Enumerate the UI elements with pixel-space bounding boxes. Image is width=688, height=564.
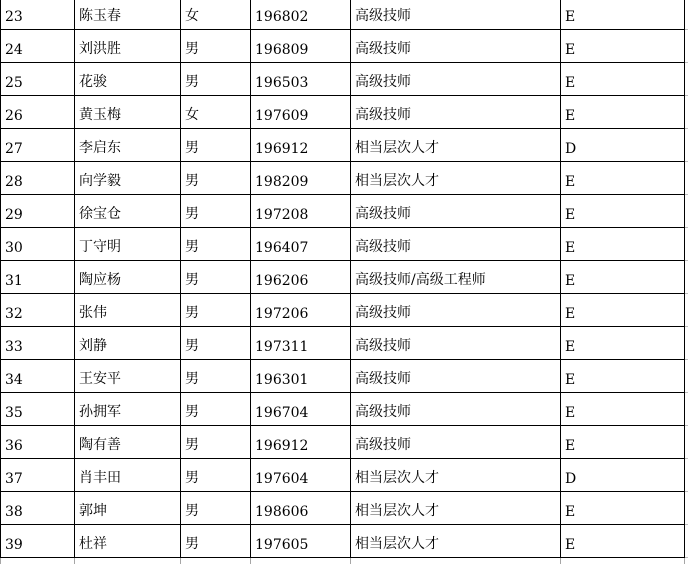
cell-gender[interactable]: 男 bbox=[181, 162, 251, 195]
cell-row-number[interactable]: 29 bbox=[0, 195, 75, 228]
cell-title[interactable]: 高级技师 bbox=[351, 63, 561, 96]
cell-title[interactable]: 高级技师 bbox=[351, 393, 561, 426]
cell-grade[interactable]: E bbox=[561, 294, 685, 327]
cell-row-number[interactable]: 28 bbox=[0, 162, 75, 195]
cell-birthdate[interactable]: 196301 bbox=[251, 360, 351, 393]
cell-name[interactable]: 郭坤 bbox=[75, 492, 181, 525]
table-row bbox=[0, 129, 688, 162]
cell-title[interactable]: 高级技师/高级工程师 bbox=[351, 261, 561, 294]
table-row bbox=[0, 228, 688, 261]
cell-name[interactable]: 陶有善 bbox=[75, 426, 181, 459]
cell-gender[interactable]: 男 bbox=[181, 459, 251, 492]
cell-name[interactable]: 向学毅 bbox=[75, 162, 181, 195]
partial-cell[interactable] bbox=[181, 558, 251, 564]
cell-gender[interactable]: 男 bbox=[181, 525, 251, 558]
cell-row-number[interactable]: 39 bbox=[0, 525, 75, 558]
cell-grade[interactable]: E bbox=[561, 261, 685, 294]
table-row bbox=[0, 294, 688, 327]
table-row bbox=[0, 525, 688, 558]
cell-gender[interactable]: 男 bbox=[181, 30, 251, 63]
cell-title[interactable]: 相当层次人才 bbox=[351, 492, 561, 525]
cell-row-number[interactable]: 27 bbox=[0, 129, 75, 162]
cell-gender[interactable]: 男 bbox=[181, 228, 251, 261]
table-row bbox=[0, 195, 688, 228]
cell-name[interactable]: 肖丰田 bbox=[75, 459, 181, 492]
cell-gender[interactable]: 男 bbox=[181, 63, 251, 96]
cell-birthdate[interactable]: 196704 bbox=[251, 393, 351, 426]
cell-birthdate[interactable]: 198209 bbox=[251, 162, 351, 195]
table-row bbox=[0, 63, 688, 96]
cell-gender[interactable]: 男 bbox=[181, 327, 251, 360]
cell-name[interactable]: 丁守明 bbox=[75, 228, 181, 261]
cell-grade[interactable]: E bbox=[561, 0, 685, 30]
cell-row-number[interactable]: 37 bbox=[0, 459, 75, 492]
cell-gender[interactable]: 男 bbox=[181, 129, 251, 162]
cell-title[interactable]: 相当层次人才 bbox=[351, 129, 561, 162]
cell-title[interactable]: 高级技师 bbox=[351, 30, 561, 63]
table-row bbox=[0, 360, 688, 393]
partial-cell[interactable] bbox=[251, 558, 351, 564]
cell-name[interactable]: 刘静 bbox=[75, 327, 181, 360]
cell-title[interactable]: 高级技师 bbox=[351, 360, 561, 393]
cell-grade[interactable]: E bbox=[561, 492, 685, 525]
partial-next-row bbox=[0, 558, 688, 564]
cell-grade[interactable]: E bbox=[561, 63, 685, 96]
partial-cell[interactable] bbox=[0, 558, 75, 564]
cell-grade[interactable]: D bbox=[561, 129, 685, 162]
cell-title[interactable]: 相当层次人才 bbox=[351, 459, 561, 492]
cell-title[interactable]: 高级技师 bbox=[351, 0, 561, 30]
table-row bbox=[0, 261, 688, 294]
cell-title[interactable]: 高级技师 bbox=[351, 228, 561, 261]
cell-name[interactable]: 陈玉春 bbox=[75, 0, 181, 30]
cell-row-number[interactable]: 32 bbox=[0, 294, 75, 327]
cell-birthdate[interactable]: 196206 bbox=[251, 261, 351, 294]
partial-cell[interactable] bbox=[561, 558, 685, 564]
cell-gender[interactable]: 女 bbox=[181, 0, 251, 30]
cell-row-number[interactable]: 31 bbox=[0, 261, 75, 294]
table-row bbox=[0, 327, 688, 360]
cell-gender[interactable]: 男 bbox=[181, 360, 251, 393]
cell-row-number[interactable]: 30 bbox=[0, 228, 75, 261]
cell-name[interactable]: 李启东 bbox=[75, 129, 181, 162]
cell-name[interactable]: 孙拥军 bbox=[75, 393, 181, 426]
partial-cell[interactable] bbox=[75, 558, 181, 564]
partial-cell[interactable] bbox=[351, 558, 561, 564]
cell-gender[interactable]: 女 bbox=[181, 96, 251, 129]
cell-grade[interactable]: E bbox=[561, 162, 685, 195]
cell-grade[interactable]: E bbox=[561, 30, 685, 63]
cell-name[interactable]: 黄玉梅 bbox=[75, 96, 181, 129]
cell-birthdate[interactable]: 196809 bbox=[251, 30, 351, 63]
cell-grade[interactable]: E bbox=[561, 228, 685, 261]
cell-name[interactable]: 花骏 bbox=[75, 63, 181, 96]
cell-grade[interactable]: E bbox=[561, 525, 685, 558]
cell-gender[interactable]: 男 bbox=[181, 195, 251, 228]
cell-title[interactable]: 相当层次人才 bbox=[351, 525, 561, 558]
cell-title[interactable]: 高级技师 bbox=[351, 426, 561, 459]
cell-row-number[interactable]: 34 bbox=[0, 360, 75, 393]
table-row bbox=[0, 492, 688, 525]
cell-grade[interactable]: E bbox=[561, 360, 685, 393]
cell-gender[interactable]: 男 bbox=[181, 294, 251, 327]
cell-title[interactable]: 相当层次人才 bbox=[351, 162, 561, 195]
cell-birthdate[interactable]: 197605 bbox=[251, 525, 351, 558]
cell-gender[interactable]: 男 bbox=[181, 393, 251, 426]
cell-title[interactable]: 高级技师 bbox=[351, 294, 561, 327]
cell-title[interactable]: 高级技师 bbox=[351, 195, 561, 228]
cell-name[interactable]: 张伟 bbox=[75, 294, 181, 327]
cell-row-number[interactable]: 36 bbox=[0, 426, 75, 459]
cell-birthdate[interactable]: 196912 bbox=[251, 129, 351, 162]
cell-birthdate[interactable]: 196912 bbox=[251, 426, 351, 459]
cell-birthdate[interactable]: 196503 bbox=[251, 63, 351, 96]
cell-birthdate[interactable]: 196802 bbox=[251, 0, 351, 30]
cell-row-number[interactable]: 33 bbox=[0, 327, 75, 360]
cell-row-number[interactable]: 35 bbox=[0, 393, 75, 426]
cell-row-number[interactable]: 26 bbox=[0, 96, 75, 129]
cell-row-number[interactable]: 25 bbox=[0, 63, 75, 96]
table-row bbox=[0, 162, 688, 195]
table-row bbox=[0, 426, 688, 459]
cell-title[interactable]: 高级技师 bbox=[351, 96, 561, 129]
table-row bbox=[0, 96, 688, 129]
cell-name[interactable]: 王安平 bbox=[75, 360, 181, 393]
cell-gender[interactable]: 男 bbox=[181, 426, 251, 459]
cell-row-number[interactable]: 24 bbox=[0, 30, 75, 63]
cell-birthdate[interactable]: 197604 bbox=[251, 459, 351, 492]
cell-name[interactable]: 刘洪胜 bbox=[75, 30, 181, 63]
cell-birthdate[interactable]: 197609 bbox=[251, 96, 351, 129]
cell-grade[interactable]: E bbox=[561, 327, 685, 360]
cell-grade[interactable]: E bbox=[561, 96, 685, 129]
cell-grade[interactable]: E bbox=[561, 426, 685, 459]
table-row bbox=[0, 393, 688, 426]
cell-birthdate[interactable]: 197311 bbox=[251, 327, 351, 360]
cell-name[interactable]: 徐宝仓 bbox=[75, 195, 181, 228]
cell-grade[interactable]: D bbox=[561, 459, 685, 492]
table-row bbox=[0, 459, 688, 492]
cell-row-number[interactable]: 38 bbox=[0, 492, 75, 525]
cell-birthdate[interactable]: 197206 bbox=[251, 294, 351, 327]
cell-grade[interactable]: E bbox=[561, 393, 685, 426]
cell-name[interactable]: 杜祥 bbox=[75, 525, 181, 558]
cell-gender[interactable]: 男 bbox=[181, 261, 251, 294]
cell-gender[interactable]: 男 bbox=[181, 492, 251, 525]
cell-birthdate[interactable]: 196407 bbox=[251, 228, 351, 261]
cell-name[interactable]: 陶应杨 bbox=[75, 261, 181, 294]
cell-row-number[interactable]: 23 bbox=[0, 0, 75, 30]
cell-birthdate[interactable]: 197208 bbox=[251, 195, 351, 228]
cell-title[interactable]: 高级技师 bbox=[351, 327, 561, 360]
cell-birthdate[interactable]: 198606 bbox=[251, 492, 351, 525]
cell-grade[interactable]: E bbox=[561, 195, 685, 228]
table-row bbox=[0, 30, 688, 63]
table-row bbox=[0, 0, 688, 30]
